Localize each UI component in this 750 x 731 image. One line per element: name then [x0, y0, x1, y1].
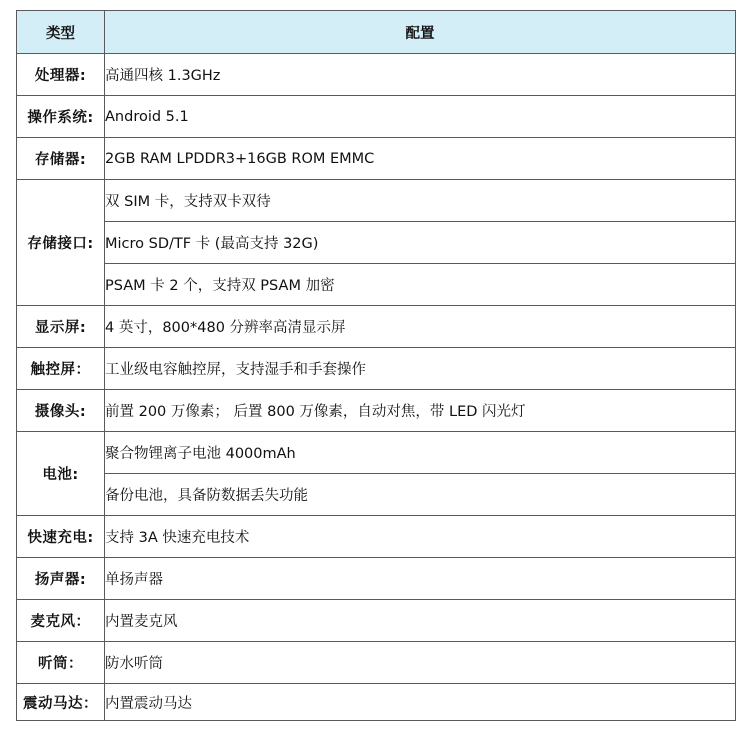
table-row: [17, 54, 736, 96]
spec-type: 电池:: [17, 432, 105, 516]
spec-value: 高通四核 1.3GHz: [105, 54, 736, 96]
spec-table: [16, 10, 736, 721]
table-row: [17, 558, 736, 600]
table-row: [17, 96, 736, 138]
spec-type: 摄像头:: [17, 390, 105, 432]
table-row: [17, 180, 736, 222]
header-config: 配置: [105, 11, 736, 54]
table-row: [17, 264, 736, 306]
spec-value: 2GB RAM LPDDR3+16GB ROM EMMC: [105, 138, 736, 180]
spec-value: 单扬声器: [105, 558, 736, 600]
spec-value: 防水听筒: [105, 642, 736, 684]
spec-type: 扬声器:: [17, 558, 105, 600]
spec-value: PSAM 卡 2 个，支持双 PSAM 加密: [105, 264, 736, 306]
spec-value: 聚合物锂离子电池 4000mAh: [105, 432, 736, 474]
spec-type: 存储器:: [17, 138, 105, 180]
spec-value: 支持 3A 快速充电技术: [105, 516, 736, 558]
table-row: [17, 684, 736, 721]
spec-type: 显示屏:: [17, 306, 105, 348]
spec-type: 震动马达：: [17, 684, 105, 721]
spec-value: 前置 200 万像素； 后置 800 万像素，自动对焦，带 LED 闪光灯: [105, 390, 736, 432]
header-row: [17, 11, 736, 54]
spec-value: 内置麦克风: [105, 600, 736, 642]
spec-value: 双 SIM 卡，支持双卡双待: [105, 180, 736, 222]
spec-type: 触控屏：: [17, 348, 105, 390]
table-row: [17, 516, 736, 558]
spec-value: Android 5.1: [105, 96, 736, 138]
spec-value: 工业级电容触控屏，支持湿手和手套操作: [105, 348, 736, 390]
table-row: [17, 390, 736, 432]
spec-type: 存储接口:: [17, 180, 105, 306]
spec-value: 4 英寸，800*480 分辨率高清显示屏: [105, 306, 736, 348]
spec-type: 麦克风：: [17, 600, 105, 642]
spec-value: Micro SD/TF 卡 (最高支持 32G): [105, 222, 736, 264]
table-row: [17, 222, 736, 264]
spec-type: 处理器:: [17, 54, 105, 96]
table-row: [17, 642, 736, 684]
spec-value: 备份电池，具备防数据丢失功能: [105, 474, 736, 516]
table-row: [17, 348, 736, 390]
header-type: 类型: [17, 11, 105, 54]
spec-type: 听筒：: [17, 642, 105, 684]
table-row: [17, 600, 736, 642]
spec-value: 内置震动马达: [105, 684, 736, 721]
table-row: [17, 138, 736, 180]
spec-type: 操作系统:: [17, 96, 105, 138]
spec-type: 快速充电:: [17, 516, 105, 558]
table-row: [17, 306, 736, 348]
table-row: [17, 432, 736, 474]
table-row: [17, 474, 736, 516]
